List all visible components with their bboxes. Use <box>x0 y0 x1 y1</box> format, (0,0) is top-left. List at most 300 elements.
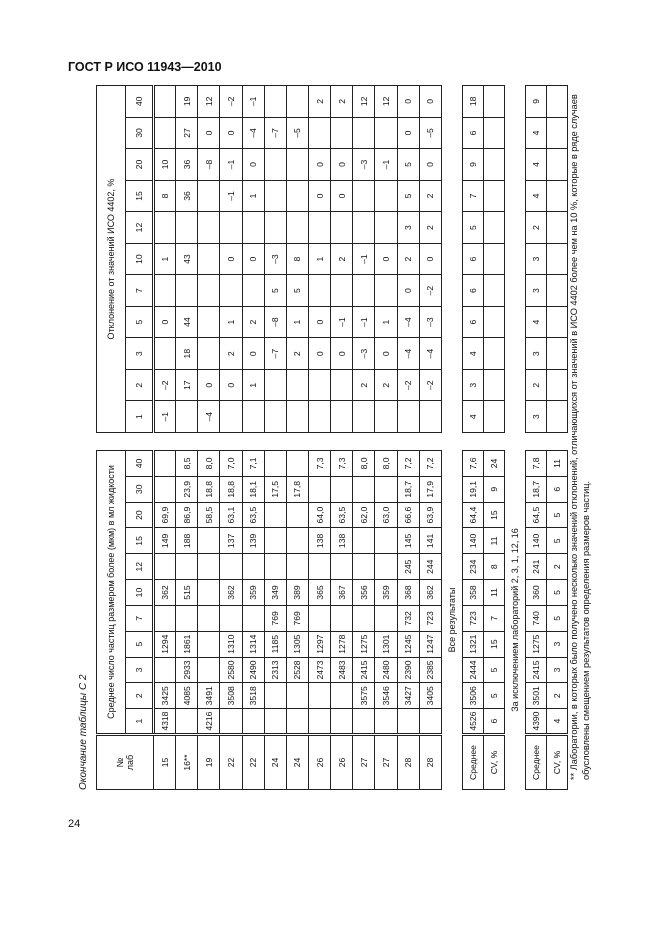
summary-cell: 4 <box>525 117 546 149</box>
value-cell <box>375 476 397 502</box>
lab-cell: 16** <box>176 735 198 790</box>
summary-cell: 140 <box>525 528 546 554</box>
value-cell: 1310 <box>220 631 242 657</box>
table-row <box>198 451 220 790</box>
deviation-cell: 17 <box>176 369 198 401</box>
summary-cell <box>483 369 504 401</box>
summary-cell: 5 <box>546 502 567 528</box>
value-cell: 8,0 <box>375 451 397 477</box>
value-cell <box>264 451 286 477</box>
deviation-cell: –1 <box>353 306 375 338</box>
deviation-cell <box>264 212 286 244</box>
deviation-cell: 0 <box>308 338 330 370</box>
section-spacer-row <box>441 86 462 433</box>
summary-cell: 15 <box>483 631 504 657</box>
rotated-table-block <box>78 85 600 790</box>
summary-cell <box>546 86 567 118</box>
summary-label: CV, % <box>546 735 567 790</box>
deviation-cell: 0 <box>242 338 264 370</box>
value-cell <box>154 451 176 477</box>
value-cell: 362 <box>419 580 441 606</box>
deviation-cell: 0 <box>308 306 330 338</box>
value-cell <box>375 605 397 631</box>
summary-cell: 140 <box>462 528 483 554</box>
value-cell: 69,9 <box>154 502 176 528</box>
value-cell: 1305 <box>286 631 308 657</box>
value-cell: 1247 <box>419 631 441 657</box>
deviation-cell: –8 <box>198 149 220 181</box>
deviation-cell <box>286 149 308 181</box>
value-cell: 4318 <box>154 709 176 735</box>
counts-table <box>96 450 568 790</box>
deviation-table <box>96 85 568 433</box>
value-cell: 66,6 <box>397 502 419 528</box>
deviation-cell: 1 <box>220 306 242 338</box>
deviation-cell: 0 <box>198 369 220 401</box>
table-row <box>176 86 198 433</box>
summary-row-cv <box>546 451 567 790</box>
deviation-cell: –7 <box>264 338 286 370</box>
value-cell: 3546 <box>375 683 397 709</box>
deviation-cell: 19 <box>176 86 198 118</box>
value-cell <box>308 605 330 631</box>
value-cell: 389 <box>286 580 308 606</box>
deviation-cell: 1 <box>286 306 308 338</box>
deviation-cell <box>308 275 330 307</box>
column-header: 12 <box>126 554 154 580</box>
summary-cell <box>483 275 504 307</box>
column-header: 3 <box>126 338 154 370</box>
summary-cell: 2415 <box>525 657 546 683</box>
lab-cell: 26 <box>308 735 330 790</box>
value-cell <box>308 683 330 709</box>
value-cell <box>264 709 286 735</box>
summary-row-mean <box>525 451 546 790</box>
summary-cell: 7 <box>462 180 483 212</box>
column-header: 20 <box>126 149 154 181</box>
column-header: 10 <box>126 580 154 606</box>
lab-cell: 28 <box>397 735 419 790</box>
summary-cell: 1321 <box>462 631 483 657</box>
summary-cell: 4 <box>525 306 546 338</box>
deviation-cell: –2 <box>419 275 441 307</box>
value-cell <box>353 709 375 735</box>
value-cell: 732 <box>397 605 419 631</box>
deviation-cell: 1 <box>154 243 176 275</box>
lab-cell: 22 <box>220 735 242 790</box>
summary-cell: 7,6 <box>462 451 483 477</box>
section-spacer-row <box>504 86 525 433</box>
table-row <box>375 86 397 433</box>
value-cell: 138 <box>331 528 353 554</box>
value-cell <box>242 605 264 631</box>
document-title: ГОСТ Р ИСО 11943—2010 <box>68 60 222 74</box>
deviation-cell: –5 <box>419 117 441 149</box>
summary-cell: 9 <box>483 476 504 502</box>
summary-cell <box>546 401 567 433</box>
summary-cell: 5 <box>546 528 567 554</box>
summary-cell <box>483 86 504 118</box>
value-cell <box>353 528 375 554</box>
summary-cell: 3 <box>546 657 567 683</box>
summary-cell: 6 <box>462 243 483 275</box>
table-row <box>264 451 286 790</box>
deviation-cell: 2 <box>286 338 308 370</box>
value-cell: 7,0 <box>220 451 242 477</box>
deviation-cell: 2 <box>331 86 353 118</box>
value-cell: 58,5 <box>198 502 220 528</box>
deviation-cell <box>353 401 375 433</box>
deviation-cell: –4 <box>198 401 220 433</box>
value-cell <box>264 554 286 580</box>
lab-cell: 27 <box>353 735 375 790</box>
summary-cell: 4 <box>546 709 567 735</box>
deviation-cell <box>331 275 353 307</box>
value-cell: 149 <box>154 528 176 554</box>
value-cell: 244 <box>419 554 441 580</box>
deviation-cell: 2 <box>242 306 264 338</box>
deviation-cell: 43 <box>176 243 198 275</box>
deviation-cell <box>154 117 176 149</box>
deviation-cell <box>264 86 286 118</box>
column-header: 12 <box>126 212 154 244</box>
summary-cell: 3 <box>525 401 546 433</box>
column-header: 3 <box>126 657 154 683</box>
value-cell <box>331 554 353 580</box>
lab-cell: 19 <box>198 735 220 790</box>
deviation-cell <box>242 401 264 433</box>
deviation-cell: –1 <box>154 401 176 433</box>
deviation-cell: 2 <box>353 369 375 401</box>
value-cell <box>286 451 308 477</box>
value-cell <box>331 683 353 709</box>
summary-cell <box>483 212 504 244</box>
summary-cell: 4 <box>462 338 483 370</box>
deviation-cell <box>286 86 308 118</box>
deviation-cell: 12 <box>198 86 220 118</box>
value-cell <box>286 683 308 709</box>
summary-cell: 11 <box>546 451 567 477</box>
value-cell <box>176 709 198 735</box>
value-cell: 23,9 <box>176 476 198 502</box>
deviation-cell: 44 <box>176 306 198 338</box>
value-cell: 141 <box>419 528 441 554</box>
value-cell: 138 <box>308 528 330 554</box>
value-cell <box>198 631 220 657</box>
lab-header-number: № <box>115 757 125 768</box>
deviation-cell: 0 <box>154 306 176 338</box>
deviation-cell: –1 <box>375 149 397 181</box>
value-cell: 139 <box>242 528 264 554</box>
deviation-cell: 0 <box>419 149 441 181</box>
table-row <box>419 451 441 790</box>
deviation-cell: 5 <box>397 180 419 212</box>
lab-cell: 24 <box>264 735 286 790</box>
deviation-cell: 1 <box>308 243 330 275</box>
deviation-cell: 2 <box>331 243 353 275</box>
summary-cell: 7 <box>483 605 504 631</box>
lab-cell: 28 <box>419 735 441 790</box>
deviation-cell <box>198 212 220 244</box>
deviation-cell <box>198 180 220 212</box>
summary-cell: 723 <box>462 605 483 631</box>
deviation-cell <box>176 275 198 307</box>
value-cell: 17,5 <box>264 476 286 502</box>
page-number: 24 <box>68 818 81 830</box>
value-cell <box>154 476 176 502</box>
deviation-cell: –1 <box>331 306 353 338</box>
value-cell <box>353 554 375 580</box>
summary-cell <box>483 180 504 212</box>
summary-cell: 24 <box>483 451 504 477</box>
summary-cell: 241 <box>525 554 546 580</box>
summary-cell <box>546 275 567 307</box>
deviation-cell: –1 <box>220 149 242 181</box>
deviation-cell: 2 <box>308 86 330 118</box>
summary-cell: 5 <box>546 580 567 606</box>
deviation-cell: 0 <box>375 243 397 275</box>
value-cell: 3425 <box>154 683 176 709</box>
deviation-cell: 2 <box>397 243 419 275</box>
summary-cell: 4526 <box>462 709 483 735</box>
deviation-cell: 0 <box>308 180 330 212</box>
counts-group-header: Среднее число частиц размером более (мкм) в мл жидкости <box>97 451 126 735</box>
deviation-cell: –1 <box>242 86 264 118</box>
deviation-cell <box>154 338 176 370</box>
deviation-cell <box>286 369 308 401</box>
deviation-cell: –4 <box>242 117 264 149</box>
deviation-cell <box>154 86 176 118</box>
deviation-cell: 0 <box>397 86 419 118</box>
summary-cell: 4390 <box>525 709 546 735</box>
section-caption: Все результаты <box>446 587 457 653</box>
value-cell <box>286 554 308 580</box>
value-cell <box>375 709 397 735</box>
deviation-cell: –4 <box>397 338 419 370</box>
deviation-cell: –2 <box>220 86 242 118</box>
table-row <box>154 86 176 433</box>
deviation-cell: 18 <box>176 338 198 370</box>
column-header: 7 <box>126 605 154 631</box>
summary-cell: 3506 <box>462 683 483 709</box>
deviation-cell <box>375 180 397 212</box>
deviation-cell: –3 <box>353 149 375 181</box>
value-cell: 63,9 <box>419 502 441 528</box>
value-cell: 2415 <box>353 657 375 683</box>
value-cell: 3405 <box>419 683 441 709</box>
column-header: 10 <box>126 243 154 275</box>
value-cell: 7,1 <box>242 451 264 477</box>
deviation-cell <box>331 212 353 244</box>
header-row <box>97 451 126 790</box>
value-cell <box>308 709 330 735</box>
deviation-cell: 12 <box>353 86 375 118</box>
table-row <box>198 86 220 433</box>
value-cell: 2313 <box>264 657 286 683</box>
deviation-cell <box>264 369 286 401</box>
value-cell <box>264 502 286 528</box>
summary-cell: 6 <box>546 476 567 502</box>
value-cell: 4085 <box>176 683 198 709</box>
deviation-cell: 0 <box>198 117 220 149</box>
deviation-cell: 0 <box>331 149 353 181</box>
value-cell: 4216 <box>198 709 220 735</box>
deviation-cell: 10 <box>154 149 176 181</box>
deviation-cell: 2 <box>419 180 441 212</box>
column-header: 1 <box>126 709 154 735</box>
summary-cell: 3 <box>462 369 483 401</box>
table-row <box>176 451 198 790</box>
deviation-cell <box>308 212 330 244</box>
value-cell <box>220 554 242 580</box>
deviation-cell: 1 <box>242 180 264 212</box>
value-cell: 64,0 <box>308 502 330 528</box>
deviation-cell: 0 <box>397 117 419 149</box>
summary-cell: 5 <box>483 657 504 683</box>
column-header: 15 <box>126 180 154 212</box>
value-cell: 2528 <box>286 657 308 683</box>
deviation-cell: 0 <box>242 243 264 275</box>
summary-cell: 7,8 <box>525 451 546 477</box>
summary-cell: 18 <box>462 86 483 118</box>
value-cell <box>308 476 330 502</box>
deviation-cell <box>286 401 308 433</box>
value-cell: 2473 <box>308 657 330 683</box>
summary-cell: 5 <box>546 605 567 631</box>
deviation-cell: 0 <box>220 117 242 149</box>
value-cell: 245 <box>397 554 419 580</box>
summary-cell: 3 <box>525 275 546 307</box>
value-cell: 3427 <box>397 683 419 709</box>
value-cell <box>198 605 220 631</box>
value-cell: 356 <box>353 580 375 606</box>
deviation-cell <box>353 180 375 212</box>
column-header: 7 <box>126 275 154 307</box>
value-cell <box>397 709 419 735</box>
deviation-cell: 2 <box>220 338 242 370</box>
table-row <box>286 86 308 433</box>
value-cell <box>264 683 286 709</box>
value-cell: 1278 <box>331 631 353 657</box>
summary-cell: 360 <box>525 580 546 606</box>
summary-cell <box>546 369 567 401</box>
summary-cell: 9 <box>525 86 546 118</box>
value-cell: 2385 <box>419 657 441 683</box>
value-cell: 1245 <box>397 631 419 657</box>
deviation-cell <box>198 243 220 275</box>
summary-cell: 4 <box>525 180 546 212</box>
value-cell: 515 <box>176 580 198 606</box>
summary-cell: 740 <box>525 605 546 631</box>
deviation-cell: 5 <box>397 149 419 181</box>
summary-cell: 9 <box>462 149 483 181</box>
lab-cell: 15 <box>154 735 176 790</box>
value-cell <box>198 657 220 683</box>
summary-cell: 5 <box>462 212 483 244</box>
value-cell <box>286 502 308 528</box>
value-cell: 3491 <box>198 683 220 709</box>
summary-cell <box>546 338 567 370</box>
deviation-cell: 0 <box>220 243 242 275</box>
value-cell <box>264 528 286 554</box>
deviation-cell <box>331 401 353 433</box>
value-cell: 2933 <box>176 657 198 683</box>
summary-cell: 6 <box>483 709 504 735</box>
value-cell: 8,0 <box>198 451 220 477</box>
lab-cell: 24 <box>286 735 308 790</box>
value-cell: 1185 <box>264 631 286 657</box>
summary-cell: 358 <box>462 580 483 606</box>
summary-cell <box>546 117 567 149</box>
lab-cell: 27 <box>375 735 397 790</box>
column-header: 2 <box>126 683 154 709</box>
summary-cell: 2 <box>525 212 546 244</box>
deviation-cell <box>264 149 286 181</box>
value-cell: 3508 <box>220 683 242 709</box>
table-row <box>331 451 353 790</box>
value-cell: 63,1 <box>220 502 242 528</box>
summary-cell: 5 <box>483 683 504 709</box>
deviation-cell <box>198 306 220 338</box>
value-cell: 7,2 <box>419 451 441 477</box>
value-cell: 8,5 <box>176 451 198 477</box>
lab-cell: 26 <box>331 735 353 790</box>
deviation-cell <box>220 401 242 433</box>
summary-cell: 6 <box>462 117 483 149</box>
table-row <box>331 86 353 433</box>
value-cell: 362 <box>154 580 176 606</box>
lab-header-label: лаб <box>125 754 135 771</box>
value-cell: 2483 <box>331 657 353 683</box>
summary-label: Среднее <box>462 735 483 790</box>
deviation-cell <box>242 275 264 307</box>
deviation-cell: 8 <box>154 180 176 212</box>
deviation-cell <box>154 212 176 244</box>
value-cell <box>176 605 198 631</box>
value-cell: 365 <box>308 580 330 606</box>
value-cell: 1861 <box>176 631 198 657</box>
deviation-cell: –3 <box>353 338 375 370</box>
column-header: 40 <box>126 451 154 477</box>
value-cell <box>198 580 220 606</box>
deviation-cell: 2 <box>419 212 441 244</box>
value-cell: 7,2 <box>397 451 419 477</box>
deviation-cell: –3 <box>419 306 441 338</box>
value-cell: 63,5 <box>331 502 353 528</box>
deviation-cell: 0 <box>242 149 264 181</box>
value-cell <box>331 709 353 735</box>
value-cell: 368 <box>397 580 419 606</box>
value-cell <box>331 605 353 631</box>
deviation-cell: 1 <box>375 306 397 338</box>
deviation-cell: 1 <box>242 369 264 401</box>
summary-cell <box>483 338 504 370</box>
value-cell: 18,7 <box>397 476 419 502</box>
lab-cell: 22 <box>242 735 264 790</box>
value-cell <box>176 554 198 580</box>
section-caption: За исключением лабораторий 2, 3, 1, 12, 16 <box>509 528 520 712</box>
deviation-cell: 0 <box>375 338 397 370</box>
table-row <box>220 451 242 790</box>
deviation-cell <box>375 275 397 307</box>
column-header: 30 <box>126 476 154 502</box>
table-row <box>220 86 242 433</box>
lab-header <box>97 735 154 790</box>
summary-cell <box>483 401 504 433</box>
deviation-cell: –2 <box>419 369 441 401</box>
deviation-cell <box>375 212 397 244</box>
summary-cell: 4 <box>525 149 546 181</box>
